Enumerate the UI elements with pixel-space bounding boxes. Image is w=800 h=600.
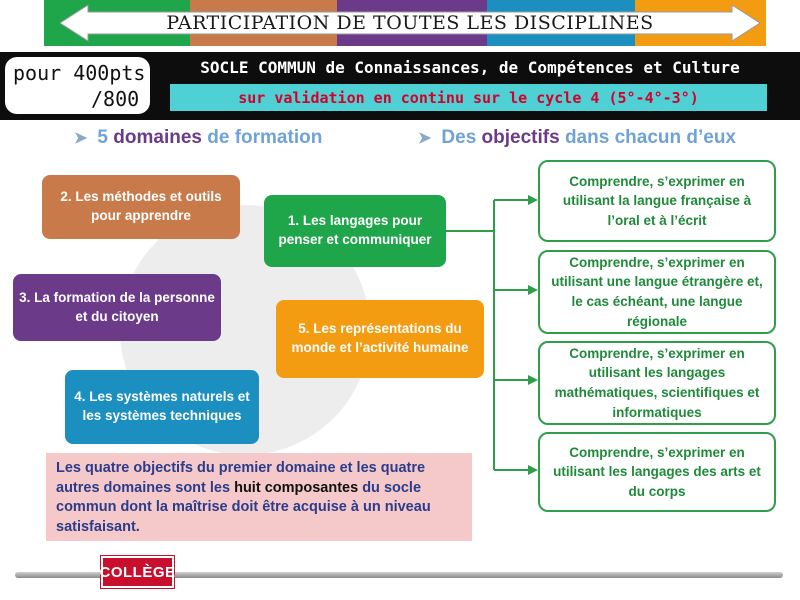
college-logo: COLLÈGE <box>101 556 174 588</box>
note-highlight: huit composantes <box>234 479 359 496</box>
domain-box-2: 2. Les méthodes et outils pour apprendre <box>42 175 240 239</box>
right-heading-rest: dans chacun d’eux <box>564 127 736 148</box>
socle-subtitle: sur validation en continu sur le cycle 4 (5°-4°-3°) <box>170 84 767 111</box>
note-part-1: Les quatre objectifs du premier domaine et les quatre autres domaines sont les <box>56 460 426 496</box>
objective-box-3: Comprendre, s’exprimer en utilisant les langages mathématiques, scientifiques et informatiques <box>538 341 776 425</box>
note-part-2: du socle commun dont la maîtrise doit être acquise à un niveau satisfaisant. <box>56 479 431 535</box>
objective-box-4: Comprendre, s’exprimer en utilisant les langages des arts et du corps <box>538 432 776 512</box>
points-line-1: pour 400pts <box>13 61 146 85</box>
left-heading-prefix: 5 <box>97 127 108 148</box>
domain-box-3: 3. La formation de la personne et du citoyen <box>13 274 221 341</box>
left-heading-rest: de formation <box>207 127 323 148</box>
left-heading-word: domaines <box>113 127 202 148</box>
right-heading-word: objectifs <box>481 127 560 148</box>
chevron-right-icon: ➤ <box>418 130 432 147</box>
objective-box-1: Comprendre, s’exprimer en utilisant la langue française à l’oral et à l’écrit <box>538 160 776 242</box>
summary-note <box>46 453 472 541</box>
socle-title: SOCLE COMMUN de Connaissances, de Compétences et Culture <box>200 58 740 77</box>
domain-box-1: 1. Les langages pour penser et communiquer <box>264 195 446 267</box>
chevron-right-icon: ➤ <box>74 130 88 147</box>
right-heading-prefix: Des <box>441 127 477 148</box>
objective-box-2: Comprendre, s’exprimer en utilisant une langue étrangère et, le cas échéant, une langue régionale <box>538 250 776 334</box>
points-line-2: /800 <box>91 87 140 111</box>
domain-box-4: 4. Les systèmes naturels et les systèmes techniques <box>65 370 259 444</box>
domain-box-5: 5. Les représentations du monde et l’activité humaine <box>276 300 484 378</box>
banner-title: PARTICIPATION DE TOUTES LES DISCIPLINES <box>166 12 654 34</box>
